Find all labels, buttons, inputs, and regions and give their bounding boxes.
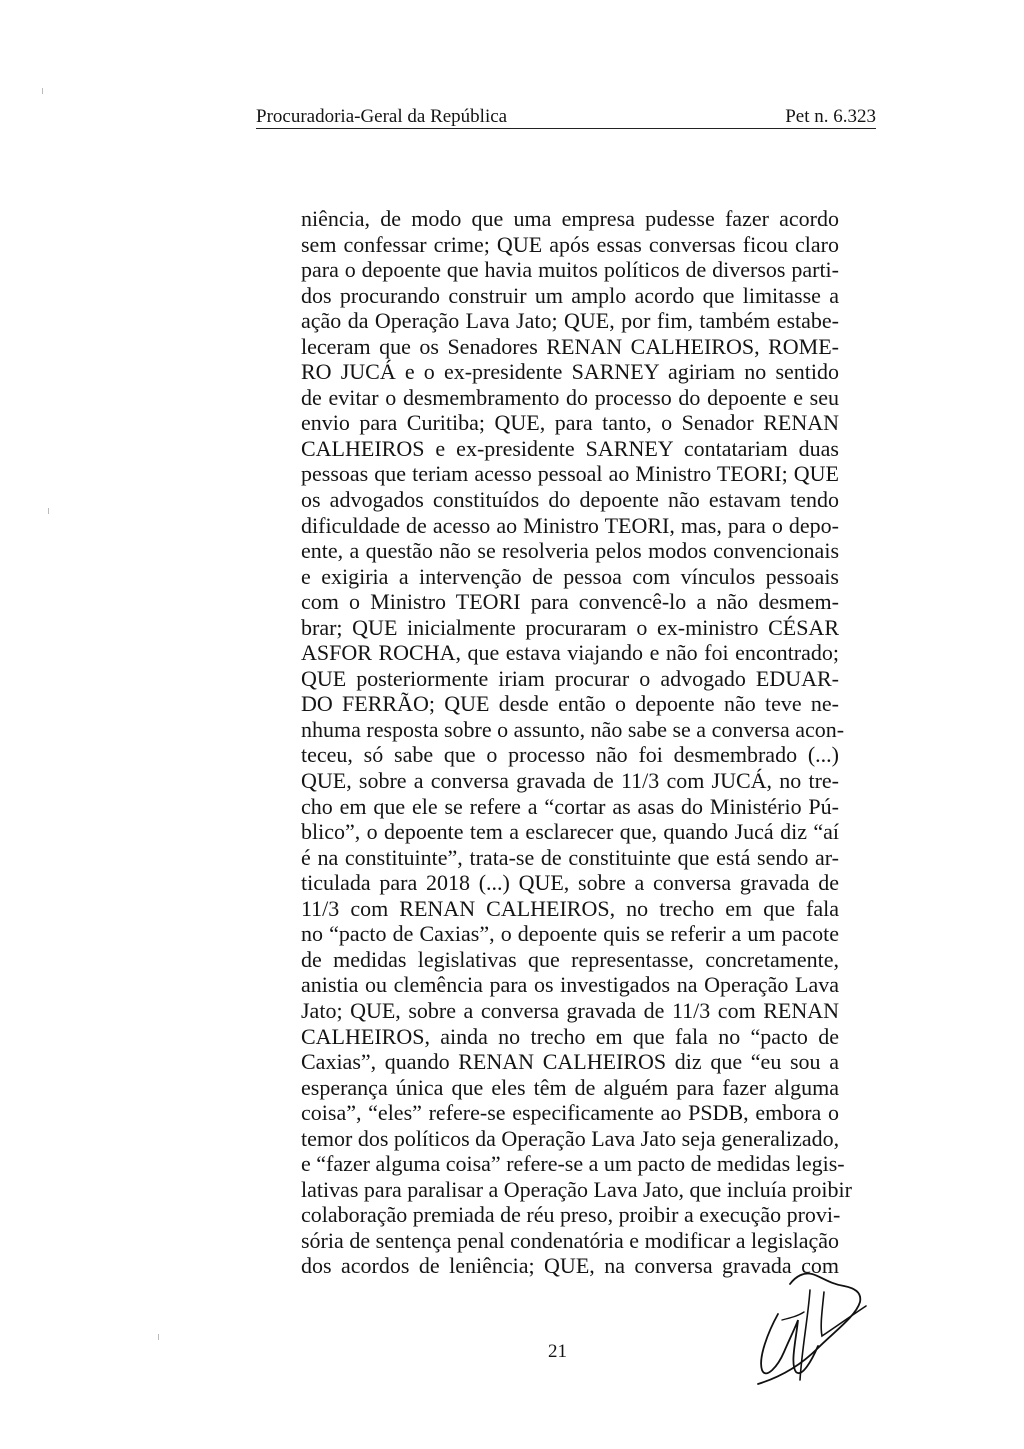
- text-line: sem confessar crime; QUE após essas conversas ficou claro: [301, 231, 839, 257]
- text-line: dos procurando construir um amplo acordo que limitasse a: [301, 282, 839, 308]
- text-line: DO FERRÃO; QUE desde então o depoente não teve ne-: [301, 691, 839, 717]
- text-line: ente, a questão não se resolveria pelos modos convencionais: [301, 538, 839, 564]
- scan-artifact: [158, 1334, 159, 1340]
- signature-mark: [738, 1262, 878, 1392]
- text-line: teceu, só sabe que o processo não foi desmembrado (...): [301, 742, 839, 768]
- text-line: Caxias”, quando RENAN CALHEIROS diz que “eu sou a: [301, 1049, 839, 1075]
- text-line: QUE posteriormente iriam procurar o advogado EDUAR-: [301, 665, 839, 691]
- text-line: ticulada para 2018 (...) QUE, sobre a conversa gravada de: [301, 870, 839, 896]
- page-number: 21: [548, 1341, 567, 1362]
- text-line: CALHEIROS, ainda no trecho em que fala no “pacto de: [301, 1023, 839, 1049]
- text-line: coisa”, “eles” refere-se especificamente ao PSDB, embora o: [301, 1100, 839, 1126]
- header-institution: Procuradoria-Geral da República: [256, 106, 508, 127]
- text-line: colaboração premiada de réu preso, proibir a execução provi-: [301, 1202, 841, 1228]
- text-line: envio para Curitiba; QUE, para tanto, o Senador RENAN: [301, 410, 839, 436]
- text-line: sória de sentença penal condenatória e modificar a legislação: [301, 1227, 839, 1253]
- text-line: Jato; QUE, sobre a conversa gravada de 11/3 com RENAN: [301, 997, 839, 1023]
- text-line: nhuma resposta sobre o assunto, não sabe se a conversa acon-: [301, 716, 845, 742]
- text-line: anistia ou clemência para os investigados na Operação Lava: [301, 972, 839, 998]
- page-header: [256, 104, 876, 129]
- text-line: ação da Operação Lava Jato; QUE, por fim, também estabe-: [301, 308, 839, 334]
- text-line: 11/3 com RENAN CALHEIROS, no trecho em que fala: [301, 895, 839, 921]
- text-line: esperança única que eles têm de alguém para fazer alguma: [301, 1074, 839, 1100]
- text-line: dificuldade de acesso ao Ministro TEORI, mas, para o depo-: [301, 512, 839, 538]
- header-case-number: Pet n. 6.323: [785, 106, 876, 127]
- text-line: os advogados constituídos do depoente não estavam tendo: [301, 487, 839, 513]
- text-line: QUE, sobre a conversa gravada de 11/3 com JUCÁ, no tre-: [301, 768, 839, 794]
- scan-artifact: [48, 508, 49, 514]
- text-line: e “fazer alguma coisa” refere-se a um pacto de medidas legis-: [301, 1151, 845, 1177]
- text-line: brar; QUE inicialmente procuraram o ex-ministro CÉSAR: [301, 614, 839, 640]
- text-line: dos acordos de leniência; QUE, na conversa gravada com: [301, 1253, 839, 1279]
- text-line: com o Ministro TEORI para convencê-lo a não desmem-: [301, 589, 839, 615]
- text-line: cho em que ele se refere a “cortar as asas do Ministério Pú-: [301, 793, 839, 819]
- text-line: CALHEIROS e ex-presidente SARNEY contatariam duas: [301, 435, 839, 461]
- text-line: ASFOR ROCHA, que estava viajando e não foi encontrado;: [301, 640, 839, 666]
- scan-artifact: [42, 88, 43, 94]
- text-line: de evitar o desmembramento do processo do depoente e seu: [301, 384, 839, 410]
- text-line: leceram que os Senadores RENAN CALHEIROS, ROME-: [301, 333, 839, 359]
- text-line: e exigiria a intervenção de pessoa com vínculos pessoais: [301, 563, 839, 589]
- text-line: é na constituinte”, trata-se de constituinte que está sendo ar-: [301, 844, 839, 870]
- text-line: lativas para paralisar a Operação Lava Jato, que incluía proibir: [301, 1176, 852, 1202]
- text-line: temor dos políticos da Operação Lava Jato seja generalizado,: [301, 1125, 840, 1151]
- text-line: de medidas legislativas que representasse, concretamente,: [301, 946, 839, 972]
- text-line: pessoas que teriam acesso pessoal ao Ministro TEORI; QUE: [301, 461, 839, 487]
- text-line: blico”, o depoente tem a esclarecer que, quando Jucá diz “aí: [301, 819, 839, 845]
- text-line: para o depoente que havia muitos políticos de diversos parti-: [301, 257, 839, 283]
- text-line: niência, de modo que uma empresa pudesse fazer acordo: [301, 206, 839, 231]
- text-line: RO JUCÁ e o ex-presidente SARNEY agiriam no sentido: [301, 359, 839, 385]
- body-text: [301, 206, 852, 1279]
- text-line: no “pacto de Caxias”, o depoente quis se referir a um pacote: [301, 921, 839, 947]
